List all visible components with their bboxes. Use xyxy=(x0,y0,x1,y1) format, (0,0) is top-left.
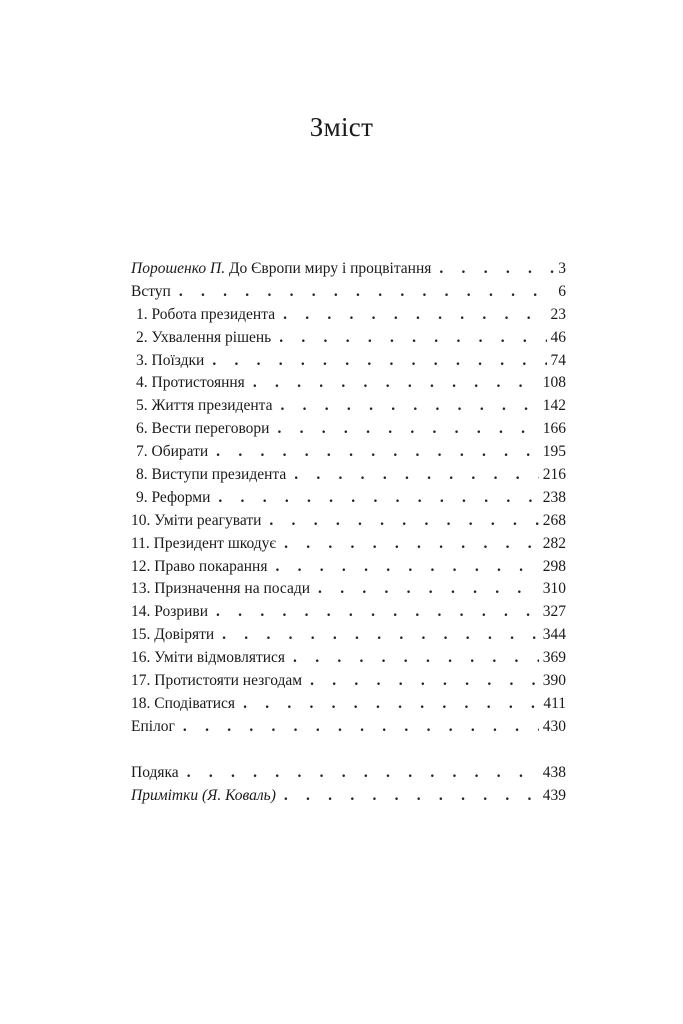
toc-page-number: 327 xyxy=(542,603,566,621)
toc-page-number: 438 xyxy=(542,764,566,781)
toc-page-number: 411 xyxy=(543,694,566,712)
dot-leader xyxy=(279,327,546,350)
dot-leader xyxy=(284,785,539,808)
toc-entry-title: 12. Право покарання xyxy=(131,557,268,575)
dot-leader xyxy=(293,647,539,670)
dot-leader xyxy=(277,418,538,441)
toc-entry xyxy=(131,441,566,464)
toc-entry xyxy=(131,304,566,327)
toc-entry xyxy=(131,670,566,693)
dot-leader xyxy=(284,533,539,556)
toc-entry xyxy=(131,327,566,350)
toc-entry xyxy=(131,281,566,304)
toc-entry-title: Подяка xyxy=(131,764,179,781)
dot-leader xyxy=(243,693,539,716)
toc-page-number: 430 xyxy=(542,717,566,735)
toc-entry-title: 11. Президент шкодує xyxy=(131,534,277,552)
toc-page-number: 238 xyxy=(542,488,566,506)
toc-page-number: 310 xyxy=(542,580,566,598)
back-matter-contents xyxy=(131,762,566,808)
toc-page-number: 3 xyxy=(558,260,566,277)
toc-entry xyxy=(131,624,566,647)
toc-page-number: 439 xyxy=(542,786,566,804)
toc-page-number: 46 xyxy=(550,328,566,346)
toc-entry xyxy=(131,464,566,487)
toc-page-number: 282 xyxy=(542,534,566,552)
dot-leader xyxy=(280,395,538,418)
notes-editor: (Я. Коваль) xyxy=(198,786,276,804)
toc-entry-title xyxy=(131,258,431,281)
toc-entry xyxy=(131,395,566,418)
toc-page-number: 23 xyxy=(550,305,566,323)
toc-entry xyxy=(131,510,566,533)
toc-entry-title: 2. Ухвалення рішень xyxy=(136,328,272,346)
dot-leader xyxy=(179,281,554,304)
toc-page-number: 268 xyxy=(542,511,566,529)
dot-leader xyxy=(187,762,539,785)
dot-leader xyxy=(253,372,539,395)
toc-entry-title: 16. Уміти відмовлятися xyxy=(131,649,286,667)
toc-entry-title: 13. Призначення на посади xyxy=(131,580,311,598)
toc-page-number: 108 xyxy=(542,374,566,392)
toc-entry-title: 8. Виступи президента xyxy=(136,466,287,484)
dot-leader xyxy=(218,487,538,510)
notes-label: Примітки xyxy=(131,786,199,804)
page-title: Зміст xyxy=(309,112,374,142)
dot-leader xyxy=(275,556,538,579)
dot-leader xyxy=(269,510,538,533)
dot-leader xyxy=(222,624,539,647)
toc-page-number: 298 xyxy=(542,557,566,575)
toc-entry xyxy=(131,556,566,579)
toc-entry xyxy=(131,350,566,373)
toc-entry-title: 4. Протистояння xyxy=(136,374,245,392)
toc-entry-title: Вступ xyxy=(131,282,171,300)
toc-entry-title: Епілог xyxy=(131,717,175,735)
toc-page-number: 166 xyxy=(542,420,566,438)
toc-entry-title: 1. Робота президента xyxy=(136,305,276,323)
toc-page-number: 216 xyxy=(542,466,566,484)
toc-entry xyxy=(131,372,566,395)
toc-entry xyxy=(131,533,566,556)
toc-entry-acknowledgements xyxy=(131,762,566,785)
toc-page-number: 6 xyxy=(558,282,566,300)
toc-entry-title: 9. Реформи xyxy=(136,488,211,506)
toc-entry xyxy=(131,418,566,441)
toc-page-number: 369 xyxy=(542,649,566,667)
toc-entry-title: 7. Обирати xyxy=(136,443,209,461)
dot-leader xyxy=(183,716,539,739)
toc-entry xyxy=(131,578,566,601)
toc-entry-title xyxy=(131,785,276,808)
toc-entry-notes xyxy=(131,785,566,808)
toc-entry xyxy=(131,601,566,624)
toc-entry-title: 14. Розриви xyxy=(131,603,209,621)
toc-entry-title: 5. Життя президента xyxy=(136,397,273,415)
toc-entry-title: 10. Уміти реагувати xyxy=(131,511,262,529)
toc-entry xyxy=(131,647,566,670)
dot-leader xyxy=(294,464,539,487)
dot-leader xyxy=(439,258,554,281)
table-of-contents xyxy=(131,258,566,739)
dot-leader xyxy=(310,670,539,693)
dot-leader xyxy=(318,578,539,601)
toc-entry-title: 18. Сподіватися xyxy=(131,694,236,712)
preface-author: Порошенко П. xyxy=(131,260,226,277)
toc-entry-title: 17. Протистояти незгодам xyxy=(131,672,303,690)
toc-page-number: 142 xyxy=(542,397,566,415)
preface-title: До Європи миру і процвітання xyxy=(225,260,432,277)
toc-entry-title: 3. Поїздки xyxy=(136,351,205,369)
toc-entry-title: 6. Вести переговори xyxy=(136,420,270,438)
dot-leader xyxy=(216,601,539,624)
toc-page-number: 390 xyxy=(542,672,566,690)
toc-entry xyxy=(131,487,566,510)
dot-leader xyxy=(216,441,539,464)
toc-entry-title: 15. Довіряти xyxy=(131,626,215,644)
dot-leader xyxy=(283,304,546,327)
toc-page-number: 74 xyxy=(550,351,566,369)
toc-entry-preface xyxy=(131,258,566,281)
toc-page-number: 195 xyxy=(542,443,566,461)
toc-entry xyxy=(131,716,566,739)
dot-leader xyxy=(212,350,546,373)
toc-entry xyxy=(131,693,566,716)
toc-page-number: 344 xyxy=(542,626,566,644)
